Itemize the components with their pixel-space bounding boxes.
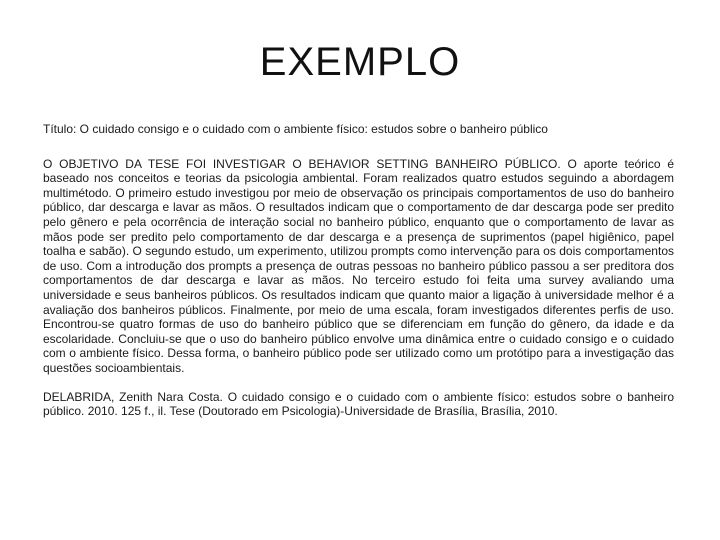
thesis-title: Título: O cuidado consigo e o cuidado com o ambiente físico: estudos sobre o banheiro público — [43, 122, 548, 136]
slide-title: EXEMPLO — [259, 40, 461, 84]
reference-paragraph: DELABRIDA, Zenith Nara Costa. O cuidado consigo e o cuidado com o ambiente físico: estudos sobre o banheiro público. 2010. 125 f., il. Tese (Doutorado em Psicologia)-Universidade de Brasília, Brasília, 2010. — [43, 389, 674, 419]
slide-content — [43, 122, 674, 433]
abstract-paragraph: O OBJETIVO DA TESE FOI INVESTIGAR O BEHAVIOR SETTING BANHEIRO PÚBLICO. O aporte teórico é baseado nos conceitos e teorias da psicologia ambiental. Foram realizados quatro estudos seguindo a abordagem multimétodo. O primeiro estudo investigou por meio de observação os principais comportamentos de uso do banheiro público, dar descarga e lavar as mãos. O resultados indicam que o comportamento de dar descarga pode ser predito pelo gênero e pela ocorrência de interação social no banheiro público, enquanto que o comportamento de lavar as mãos pode ser predito pelo comportamento de dar descarga e a presença de suprimentos (papel higiênico, papel toalha e sabão). O segundo estudo, um experimento, utilizou prompts como intervenção para os dois comportamentos de uso. Com a introdução dos prompts a presença de outras pessoas no banheiro público passou a ser preditora dos comportamentos de dar descarga e lavar as mãos. No terceiro estudo foi feita uma survey avaliando uma universidade e seus banheiros públicos. Os resultados indicam que quanto maior a ligação à universidade melhor é a avaliação dos banheiros públicos. Finalmente, por meio de uma escala, foram investigados diferentes perfis de uso. Encontrou-se quatro formas de uso do banheiro público que se diferenciam em função do gênero, da idade e da escolaridade. Concluiu-se que o uso do banheiro público envolve uma dinâmica entre o cuidado consigo e o cuidado com o ambiente físico. Dessa forma, o banheiro público pode ser utilizado como um protótipo para a investigação das questões socioambientais. — [43, 156, 674, 375]
